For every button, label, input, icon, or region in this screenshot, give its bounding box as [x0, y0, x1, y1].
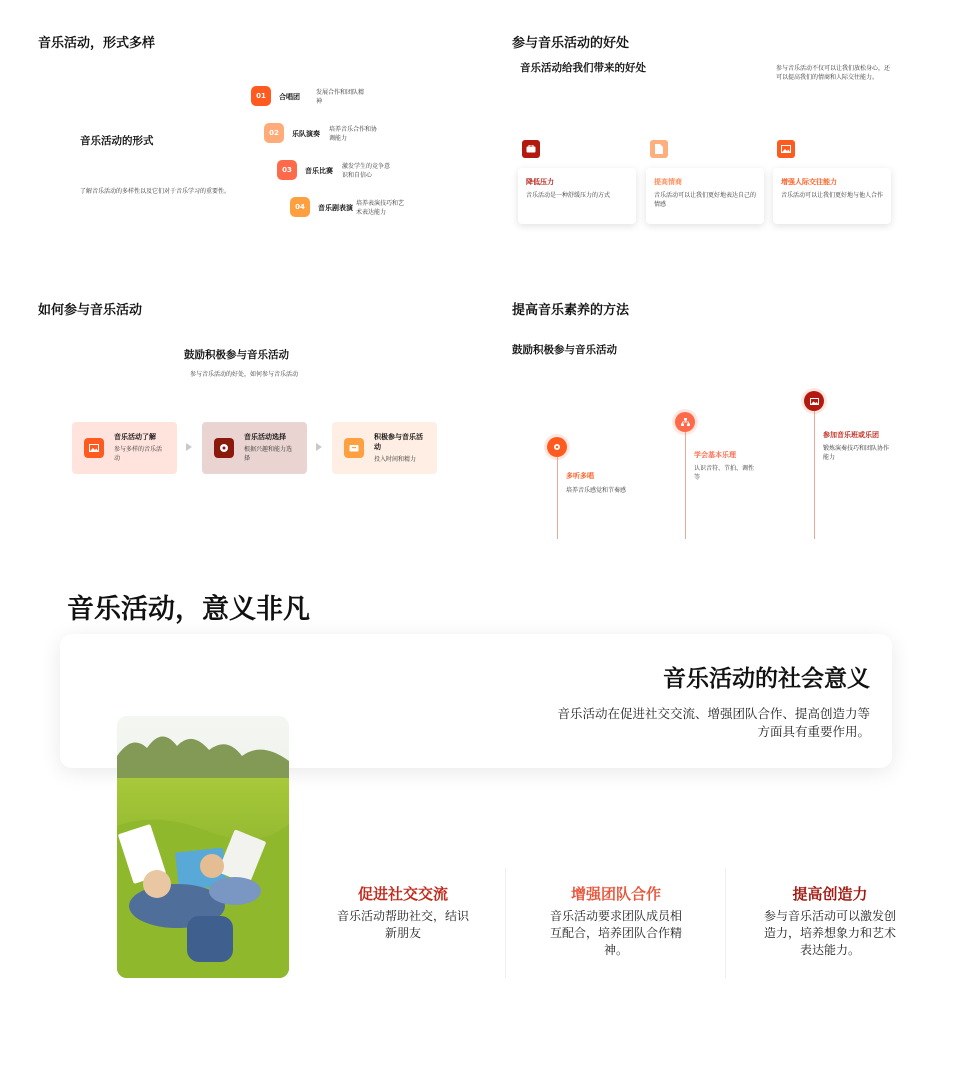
benefit-card-3 — [773, 168, 891, 224]
step-title: 积极参与音乐活动 — [374, 433, 423, 451]
timeline-title-2: 学会基本乐理 — [694, 451, 736, 459]
number-badge: 02 — [264, 123, 284, 143]
record-icon — [214, 438, 234, 458]
location-icon — [547, 437, 567, 457]
column-text — [752, 908, 908, 959]
form-item-3 — [277, 160, 297, 180]
column-creativity — [752, 883, 908, 959]
benefit-title: 提高情商 — [654, 178, 682, 186]
slide4-title: 提高音乐素养的方法 — [512, 303, 630, 318]
timeline-line — [814, 409, 815, 539]
step-text: 根据兴趣和能力选择 — [244, 446, 293, 462]
step-title: 音乐活动选择 — [244, 433, 286, 441]
slide1-title: 音乐活动，形式多样 — [38, 36, 156, 51]
form-text-2: 培养音乐合作和协调能力 — [329, 126, 378, 142]
column-text-line: 神。 — [603, 943, 628, 957]
box-icon — [344, 438, 364, 458]
slide2-desc: 参与音乐活动不仅可以让我们放松身心，还可以提高我们的情商和人际交往能力。 — [776, 65, 891, 81]
column-text — [538, 908, 694, 959]
timeline-title-1: 多听多唱 — [566, 472, 594, 480]
slide3-heading: 鼓励积极参与音乐活动 — [184, 349, 289, 361]
form-item-4 — [290, 197, 310, 217]
document-icon — [650, 140, 668, 158]
timeline-text-2: 认识音符、节拍、调性等 — [694, 465, 755, 481]
benefit-card-1 — [518, 168, 636, 224]
slide3-title: 如何参与音乐活动 — [38, 303, 143, 318]
form-label-1: 合唱团 — [279, 93, 300, 101]
timeline-line — [557, 455, 558, 539]
form-item-2 — [264, 123, 284, 143]
column-title: 促进社交交流 — [357, 885, 448, 903]
number-badge: 01 — [251, 86, 271, 106]
step-title: 音乐活动了解 — [114, 433, 156, 441]
slide4-heading: 鼓励积极参与音乐活动 — [512, 344, 617, 356]
form-text-4: 培养表演技巧和艺术表达能力 — [356, 200, 405, 216]
timeline-text-1: 培养音乐感觉和节奏感 — [566, 487, 627, 494]
column-text-line: 新朋友 — [384, 926, 421, 940]
step-text: 投入时间和精力 — [374, 456, 417, 463]
step-box-3 — [332, 422, 437, 474]
sitemap-icon — [675, 412, 695, 432]
column-text-line: 表达能力。 — [799, 943, 860, 957]
benefit-title: 降低压力 — [526, 178, 554, 186]
column-text — [325, 908, 481, 942]
form-text-3: 激发学生的竞争意识和自信心 — [342, 163, 391, 179]
slide2-heading: 音乐活动给我们带来的好处 — [520, 62, 646, 74]
column-title: 提高创造力 — [792, 885, 868, 903]
image-icon — [804, 391, 824, 411]
column-text-line: 音乐活动要求团队成员相 — [549, 909, 682, 923]
step-box-2 — [202, 422, 307, 474]
column-text-line: 互配合，培养团队合作精 — [549, 926, 682, 940]
arrow-right-icon — [316, 443, 322, 451]
column-divider — [505, 868, 506, 978]
step-text: 参与多样的音乐活动 — [114, 446, 163, 462]
card-heading: 音乐活动的社会意义 — [663, 666, 870, 692]
column-divider — [725, 868, 726, 978]
column-text-line: 音乐活动帮助社交，结识 — [336, 909, 469, 923]
form-label-4: 音乐剧表演 — [318, 204, 353, 212]
benefit-text: 音乐活动可以让我们更好地与他人合作 — [781, 192, 884, 199]
column-text-line: 参与音乐活动可以激发创 — [763, 909, 896, 923]
card-desc — [470, 705, 870, 741]
slide1-heading: 音乐活动的形式 — [80, 135, 154, 147]
column-text-line: 造力，培养想象力和艺术 — [763, 926, 896, 940]
benefit-card-2 — [646, 168, 764, 224]
number-badge: 04 — [290, 197, 310, 217]
children-reading-photo — [117, 716, 289, 978]
column-teamwork — [538, 883, 694, 959]
column-title: 增强团队合作 — [570, 885, 661, 903]
image-icon — [777, 140, 795, 158]
form-label-2: 乐队演奏 — [292, 130, 320, 138]
image-icon — [84, 438, 104, 458]
step-box-1 — [72, 422, 177, 474]
number-badge: 03 — [277, 160, 297, 180]
benefit-title: 增强人际交往能力 — [781, 178, 837, 186]
slide1-desc: 了解音乐活动的多样性以及它们对于音乐学习的重要性。 — [80, 188, 231, 195]
form-text-1: 发展合作和团队精神 — [316, 89, 365, 105]
timeline-text-3: 锻炼演奏技巧和团队协作能力 — [823, 445, 890, 461]
briefcase-icon — [522, 140, 540, 158]
timeline-title-3: 参加音乐班或乐团 — [823, 431, 879, 439]
form-item-1 — [251, 86, 271, 106]
benefit-text: 音乐活动是一种舒缓压力的方式 — [526, 192, 611, 199]
slide3-desc: 参与音乐活动的好处，如何参与音乐活动 — [190, 371, 299, 378]
form-label-3: 音乐比赛 — [305, 167, 333, 175]
column-social — [325, 883, 481, 942]
slide5-title: 音乐活动，意义非凡 — [67, 594, 310, 625]
timeline-line — [685, 430, 686, 539]
arrow-right-icon — [186, 443, 192, 451]
card-desc-line1: 音乐活动在促进社交交流、增强团队合作、提高创造力等 — [557, 706, 870, 721]
slide2-title: 参与音乐活动的好处 — [512, 36, 630, 51]
benefit-text: 音乐活动可以让我们更好地表达自己的情感 — [654, 192, 757, 208]
card-desc-line2: 方面具有重要作用。 — [757, 724, 870, 739]
